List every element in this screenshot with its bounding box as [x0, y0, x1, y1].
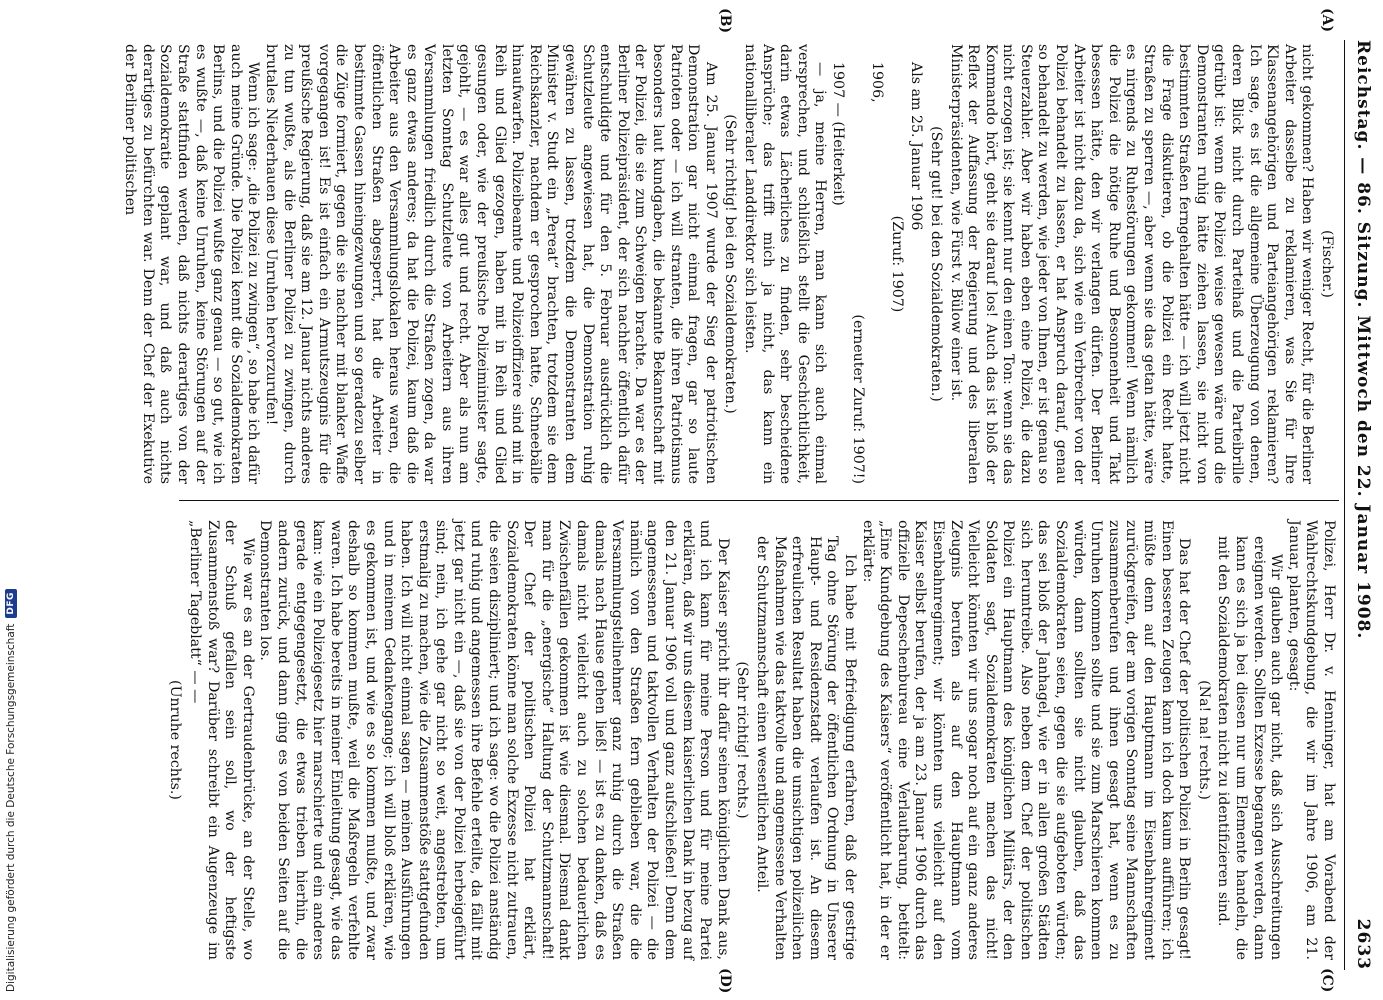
paragraph: 1907 — (Heiterkeit): [829, 62, 846, 206]
left-column: [121, 44, 1337, 484]
column-divider: [179, 500, 1339, 501]
quote: Ich habe mit Befriedigung erfahren, daß der gestrige Tag ohne Störung der öffentlichen Ordnung in Unserer Haupt- und Residenzstadt verlaufen ist. An diesem erfreulichen Resultat haben die umsichtigen polizeilichen Maßnahmen wie das taktvolle und angemessene Verhalten der Schutzmannschaft einen wesentlichen Anteil.: [754, 536, 858, 960]
paragraph: nicht gekommen? Haben wir weniger Recht, für die Berliner Arbeiter dasselbe zu reklamieren, was Sie für Ihre Klassenangehörigen und Parteiangehörigen reklamieren? Ich sage, es ist die allgemeine Überzeugung von denen, deren Blick nicht durch Parteihaß und die Parteibrille getrübt ist: wenn die Polizei weise gewesen wäre und die Demonstranten ruhig hätte ziehen lassen, sie nicht von bestimmten Straßen ferngehalten hätte — ich will jetzt nicht die Frage diskutieren, ob die Polizei ein Recht hatte, Straßen zu sperren —, aber wenn sie das getan hätte, wäre es nirgends zu Ruhestörungen gekommen! Wenn nämlich die Polizei die nötige Ruhe und Besonnenheit und Takt besessen hätte, den wir verlangen dürfen. Der Berliner Arbeiter ist nicht dazu da, sich wie ein Verbrecher von der Polizei behandelt zu lassen, er hat Anspruch darauf, genau so behandelt zu werden, wie jeder von Ihnen, er ist genau so Steuerzahler. Aber wir haben eben eine Polizei, die dazu nicht erzogen ist; sie kennt nur den einen Ton: wenn sie das Kommando hört, geht sie darauf los! Auch das ist bloß der Reflex der Auffassung der Regierung und des liberalen Ministerpräsidenten, wie Fürst v. Bülow einer ist.: [947, 44, 1316, 484]
interjection: (erneuter Zuruf: 1907!): [849, 314, 866, 484]
digitization-credit: [0, 0, 22, 1000]
paragraph: Wenn ich sage: „die Polizei zu zwingen“, so habe ich dafür auch meine Gründe. Die Polizei kennt die Sozialdemokraten Berlins, und die Polizei wußte ganz genau — so gut, wie ich es wußte —, daß keine Unruhen, keine Störungen auf der Straße stattfinden werden, daß nichts derartiges von der Sozialdemokratie geplant war, und daß auch nichts derartiges zu befürchten war. Denn der Chef der Exekutive der Berliner politischen: [122, 44, 262, 484]
header-rule: [1344, 40, 1345, 970]
margin-marker-c: (C): [1319, 968, 1335, 993]
header-title: Reichstag. — 86. Sitzung. Mittwoch den 22. Januar 1908.: [1353, 40, 1373, 640]
page-header: [1347, 40, 1377, 970]
interjection: (Sehr richtig! rechts.): [734, 661, 751, 819]
paragraph: Polizei, Herr Dr. v. Henninger, hat am Vorabend der Wahlrechtskundgebung, die wir im Jahre 1906, am 21. Januar, planten, gesagt:: [1285, 520, 1337, 960]
paragraph: Als am 25. Januar 1906: [908, 62, 925, 231]
dfg-logo: DFG: [5, 589, 17, 618]
paragraph: Am 25. Januar 1907 wurde der Sieg der patriotischen Demonstration gar nicht einmal fragen, gar so laute Patrioten oder — ich will stranten, die ihren Patriotismus besonders laut kundgaben, die bekannte Bekanntschaft mit der Polizei, die sie zum Schweigen brachte. Da war es der Berliner Polizeipräsident, der sich nachher öffentlich dafür entschuldigte und für den 5. Februar ausdrücklich die Schutzleute angewiesen hat, die Demonstration ruhig gewähren zu lassen, trotzdem die Demonstranten dem Minister v. Studt ein „Pereat“ brachten, trotzdem sie dem Reichskanzler, nachdem er gesprochen hatte, Schneebälle hinaufwarfen. Polizeibeamte und Polizeioffiziere sind mit in Reih und Glied gezogen, haben mit in Reih und Glied gesungen oder, wie der preußische Polizeiminister sagte, gejohlt, — es war alles gut und recht. Aber als nun am letzten Sonntag Schutzleute von Arbeitern aus ihren Versammlungen friedlich durch die Straßen zogen, da war es ganz etwas anderes; da hat die Polizei, kaum daß die Arbeiter aus den Versammlungslokalen heraus waren, die öffentlichen Straßen abgesperrt, hat die Arbeiter in bestimmte Gassen hineingezwungen und so geradezu selber die Züge formiert, gegen die sie nachher mit blanker Waffe vorgegangen ist! Es ist einfach ein Armutszeugnis für die preußische Regierung, daß sie am 12. Januar nichts anderes zu tun wußte, als die Berliner Polizei zu zwingen, durch brutales Niederhauen diese Unruhen hervorzurufen!: [262, 44, 719, 484]
interjection: (Sehr richtig! bei den Sozialdemokraten.): [722, 114, 739, 414]
paragraph: 1906,: [869, 62, 886, 103]
document-page: [83, 0, 1383, 1000]
interjection: (Na! na! rechts.): [1195, 680, 1212, 800]
right-column: [164, 520, 1337, 960]
quote: Wir glauben auch gar nicht, daß sich Ausschreitungen ereignen werden. Sollten Exzesse begangen werden, dann kann es sich ja bei diesen nur um Elemente handeln, die mit den Sozialdemokraten nicht zu identifizieren sind.: [1215, 536, 1285, 960]
interjection: (Sehr gut! bei den Sozialdemokraten.): [927, 126, 944, 402]
margin-marker-a: (A): [1319, 8, 1335, 33]
speaker-name: (Fischer.): [1319, 230, 1335, 298]
margin-marker-d: (D): [717, 968, 733, 994]
margin-marker-b: (B): [717, 8, 733, 34]
credit-text: Digitalisierung gefördert durch die Deutsche Forschungsgemeinschaft: [5, 623, 17, 992]
paragraph: Wie war es an der Gertraudenbrücke, an der Stelle, wo der Schuß gefallen sein soll, wo der heftigste Zusammenstoß war? Darüber schreibt ein Augenzeuge im „Berliner Tageblatt“ — —: [187, 520, 256, 960]
interjection: (Unruhe rechts.): [167, 680, 184, 800]
paragraph: Der Kaiser spricht ihr dafür seinen königlichen Dank aus, und ich kann für meine Person und für meine Partei erklären, daß wir uns diesem kaiserlichen Dank in bezug auf den 21. Januar 1906 voll und ganz aufschließen! Denn dem angemessenen und taktvollen Verhalten der Polizei — die nämlich von den Straßen fern geblieben war, die die Versammlungsteilnehmer ganz ruhig durch die Straßen damals nach Hause gehen ließ! — ist es zu danken, daß es damals nicht vielleicht auch zu solchen bedauerlichen Zwischenfällen gekommen ist wie diesmal. Diesmal dankt man für die „energische“ Haltung der Schutzmannschaft! Der Chef der politischen Polizei hat erklärt, Sozialdemokraten könne man solche Exzesse nicht zutrauen, die seien diszipliniert; und ich sage: wo die Polizei anständig und ruhig und angemessen ihre Befehle erteilte, da fällt mit jetzt gar nicht ein —, daß sie von der Polizei herbeigeführt sind; nein, ich gehe gar nicht so weit, angestrebten, um erstmalig zu machen, wie die Zusammenstöße stattgefunden haben. Ich will nicht einmal sagen — meinen Ausführungen und in meinem Gedankengange; ich will bloß erklären, wie es gekommen ist, und wie es so kommen mußte, und zwar deshalb so kommen mußte, weil die Maßregeln verfehlte waren. Ich habe bereits in meiner Einleitung gesagt, wie das kam: wie ein Polizeigesetz hier marschierte und ein anderes gerade entgegengesetzt, die etwas trieben hierhin, die andern zurück, und dann ging es von beiden Seiten auf die Demonstranten los.: [257, 520, 731, 960]
interjection: (Zuruf: 1907): [888, 215, 905, 313]
paragraph: — ja, meine Herren, man kann sich auch einmal versprechen, und schließlich stellt die Geschichtlichkeit, darin etwas Lächerliches zu finden, sehr bescheidene Ansprüche; das trifft mich ja nicht, das kann ein nationalliberaler Landdirektor sich leisten.: [742, 44, 829, 484]
paragraph: Das hat der Chef der politischen Polizei in Berlin gesagt! Einen besseren Zeugen kann ich doch kaum aufführen; ich müßte denn auf den Hauptmann im Eisenbahnregiment zurückgreifen, der am vorigen Sonntag seine Mannschaften zusammenberufen und ihnen gesagt hat, wenn es zu Unruhen kommen sollte und sie zum Marschieren kommen würden, dann sollten sie nicht glauben, daß das Sozialdemokraten seien, gegen die sie aufgeboten würden; das sei bloß der Janhagel, wie er in allen großen Städten sich herumtreibe. Also neben dem Chef der politischen Polizei ein Hauptmann des königlichen Militärs, der den Soldaten sagt, Sozialdemokraten machen das nicht! Vielleicht könnten wir uns sogar noch auf ein ganz anderes Zeugnis berufen als auf den Hauptmann vom Eisenbahnregiment; wir könnten uns vielleicht auf den Kaiser selbst berufen, der ja am 23. Januar 1906 durch das offizielle Depeschenbureau eine Verlautbarung, betitelt: „Eine Kundgebung des Kaisers“ veröffentlicht hat, in der er erklärte:: [859, 520, 1193, 960]
page-number: 2633: [1353, 918, 1373, 970]
